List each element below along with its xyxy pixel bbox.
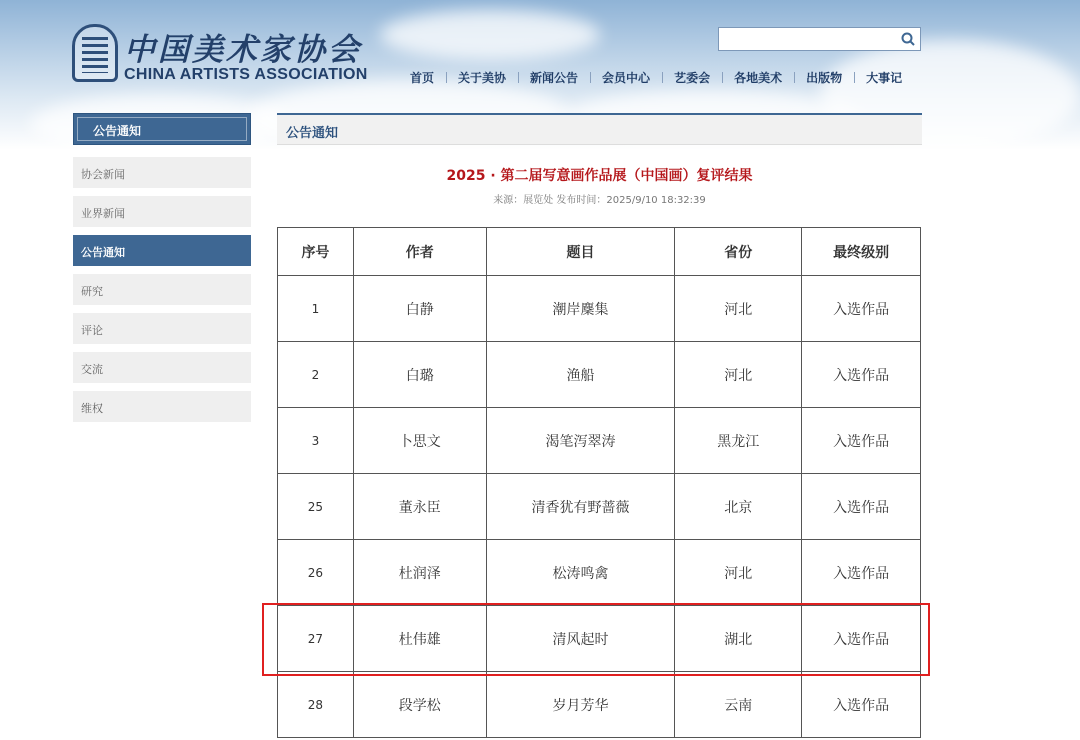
cell-author: 董永臣 [353,474,486,540]
cell-author: 卜思文 [353,408,486,474]
cell-level: 入选作品 [802,342,921,408]
search-icon[interactable] [899,31,917,47]
cell-province: 云南 [675,672,802,738]
column-header-author: 作者 [353,228,486,276]
cell-index: 1 [278,276,354,342]
nav-members[interactable]: 会员中心 [590,69,662,86]
highlight-box [262,603,930,676]
sidebar-item-reviews[interactable]: 评论 [73,313,251,344]
cell-title: 岁月芳华 [486,672,675,738]
sidebar-item-research[interactable]: 研究 [73,274,251,305]
cell-province: 黑龙江 [675,408,802,474]
logo-chinese-text: 中国美术家协会 [124,32,362,68]
association-emblem-icon [72,24,118,82]
cell-title: 渴笔泻翠涛 [486,408,675,474]
nav-about[interactable]: 关于美协 [446,69,518,86]
section-title: 公告通知 [286,126,339,141]
nav-publications[interactable]: 出版物 [794,69,854,86]
nav-chronicle[interactable]: 大事记 [854,69,914,86]
table-row [278,408,921,474]
column-header-title: 题目 [486,228,675,276]
table-row [278,540,921,606]
cell-province: 河北 [675,276,802,342]
section-header [277,113,922,145]
cell-province: 湖北 [675,606,802,672]
column-header-province: 省份 [675,228,802,276]
nav-regional-art[interactable]: 各地美术 [722,69,794,86]
cell-level: 入选作品 [802,672,921,738]
article-title: 2025 · 第二届写意画作品展（中国画）复评结果 [446,168,753,184]
cell-level: 入选作品 [802,606,921,672]
search-input[interactable] [719,28,894,50]
cell-level: 入选作品 [802,408,921,474]
nav-home[interactable]: 首页 [410,70,435,85]
table-row [278,474,921,540]
sidebar-item-rights[interactable]: 维权 [73,391,251,422]
cell-province: 北京 [675,474,802,540]
cell-province: 河北 [675,540,802,606]
cell-level: 入选作品 [802,276,921,342]
logo-english-text: CHINA ARTISTS ASSOCIATION [124,66,368,83]
table-row [278,342,921,408]
table-row [278,276,921,342]
cell-author: 杜润泽 [353,540,486,606]
sidebar-title-label: 公告通知 [93,124,142,138]
column-header-level: 最终级别 [802,228,921,276]
cell-index: 3 [278,408,354,474]
sidebar-title [73,113,251,145]
cell-level: 入选作品 [802,474,921,540]
sidebar-item-announcements[interactable]: 公告通知 [73,235,251,266]
cell-index: 28 [278,672,354,738]
sidebar-item-exchange[interactable]: 交流 [73,352,251,383]
cell-title: 松涛鸣禽 [486,540,675,606]
main-nav [398,68,914,86]
table-row [278,672,921,738]
cell-author: 段学松 [353,672,486,738]
site-logo[interactable] [72,24,372,86]
cell-title: 清香犹有野蔷薇 [486,474,675,540]
cell-index: 2 [278,342,354,408]
cell-title: 清风起时 [486,606,675,672]
sidebar-item-association-news[interactable]: 协会新闻 [73,157,251,188]
article-meta: 来源：展览处 发布时间：2025/9/10 18:32:39 [493,195,706,206]
cell-author: 白璐 [353,342,486,408]
cell-title: 潮岸麇集 [486,276,675,342]
cell-index: 25 [278,474,354,540]
search-box [718,27,921,51]
cell-index: 26 [278,540,354,606]
column-header-index: 序号 [278,228,354,276]
nav-art-committee[interactable]: 艺委会 [662,69,722,86]
cell-level: 入选作品 [802,540,921,606]
sidebar-item-industry-news[interactable]: 业界新闻 [73,196,251,227]
cell-author: 杜伟雄 [353,606,486,672]
table-header-row [278,228,921,276]
cell-province: 河北 [675,342,802,408]
cell-index: 27 [278,606,354,672]
cell-author: 白静 [353,276,486,342]
cell-title: 渔船 [486,342,675,408]
nav-news[interactable]: 新闻公告 [518,69,590,86]
